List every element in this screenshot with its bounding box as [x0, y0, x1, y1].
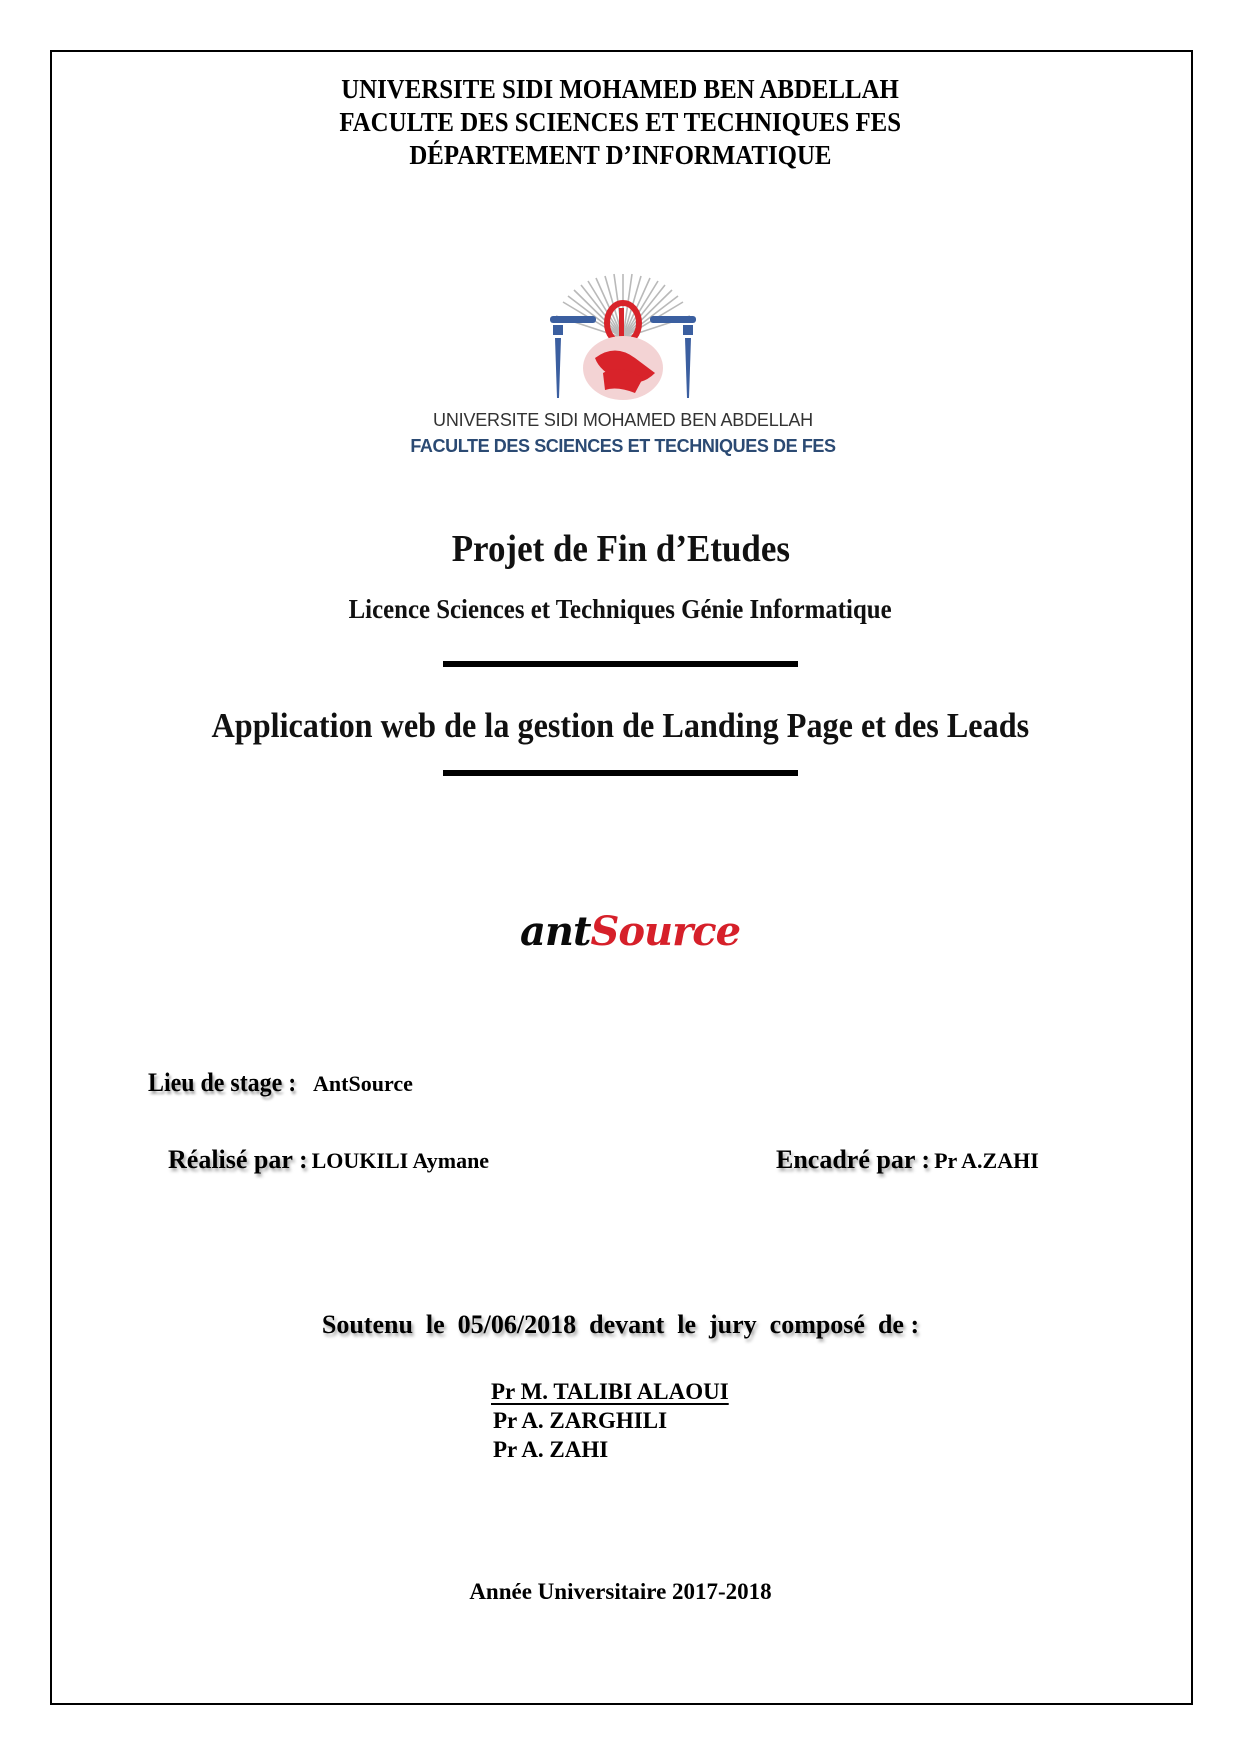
document-title [0, 527, 1241, 571]
project-title-text: Application web de la gestion de Landing Page et des Leads [211, 706, 1030, 745]
supervisor-value: Pr A.ZAHI [934, 1148, 1039, 1173]
jury-list [491, 1377, 729, 1464]
internship-label: Lieu de stage : [148, 1068, 297, 1097]
university-emblem-icon [405, 268, 841, 408]
author [168, 1145, 489, 1175]
header-faculty [0, 106, 1241, 139]
jury-member: Pr A. ZARGHILI [493, 1408, 668, 1433]
divider-bottom [443, 770, 798, 776]
logo-caption-faculty: FACULTE DES SCIENCES ET TECHNIQUES DE FES [410, 436, 836, 456]
antsource-logo [520, 908, 740, 955]
project-title [0, 706, 1241, 746]
header-line-1: UNIVERSITE SIDI MOHAMED BEN ABDELLAH [341, 74, 900, 104]
internship-value: AntSource [313, 1071, 413, 1096]
defense-statement-text: Soutenu le 05/06/2018 devant le jury composé de : [321, 1310, 920, 1339]
logo-part-ant: ant [520, 908, 591, 955]
supervisor-label: Encadré par : [776, 1145, 931, 1174]
header-university [0, 73, 1241, 106]
header-department [0, 139, 1241, 172]
academic-year-text: Année Universitaire 2017-2018 [469, 1579, 772, 1604]
supervisor [776, 1145, 1039, 1175]
logo-part-source: Source [590, 908, 741, 955]
subtitle-text: Licence Sciences et Techniques Génie Informatique [348, 594, 893, 624]
author-label: Réalisé par : [168, 1145, 308, 1174]
logo-caption-university: UNIVERSITE SIDI MOHAMED BEN ABDELLAH [433, 410, 813, 430]
academic-year [0, 1579, 1241, 1605]
degree-subtitle [0, 594, 1241, 625]
title-main-text: Projet de Fin d’Etudes [451, 528, 790, 570]
jury-member: Pr A. ZAHI [493, 1437, 609, 1462]
defense-statement [0, 1310, 1241, 1340]
header-line-2: FACULTE DES SCIENCES ET TECHNIQUES FES [339, 107, 902, 137]
university-logo [405, 268, 841, 468]
jury-member: Pr M. TALIBI ALAOUI [491, 1379, 729, 1404]
author-value: LOUKILI Aymane [311, 1148, 490, 1173]
internship-location [148, 1068, 413, 1098]
divider-top [443, 661, 798, 667]
header-line-3: DÉPARTEMENT D’INFORMATIQUE [409, 140, 832, 170]
